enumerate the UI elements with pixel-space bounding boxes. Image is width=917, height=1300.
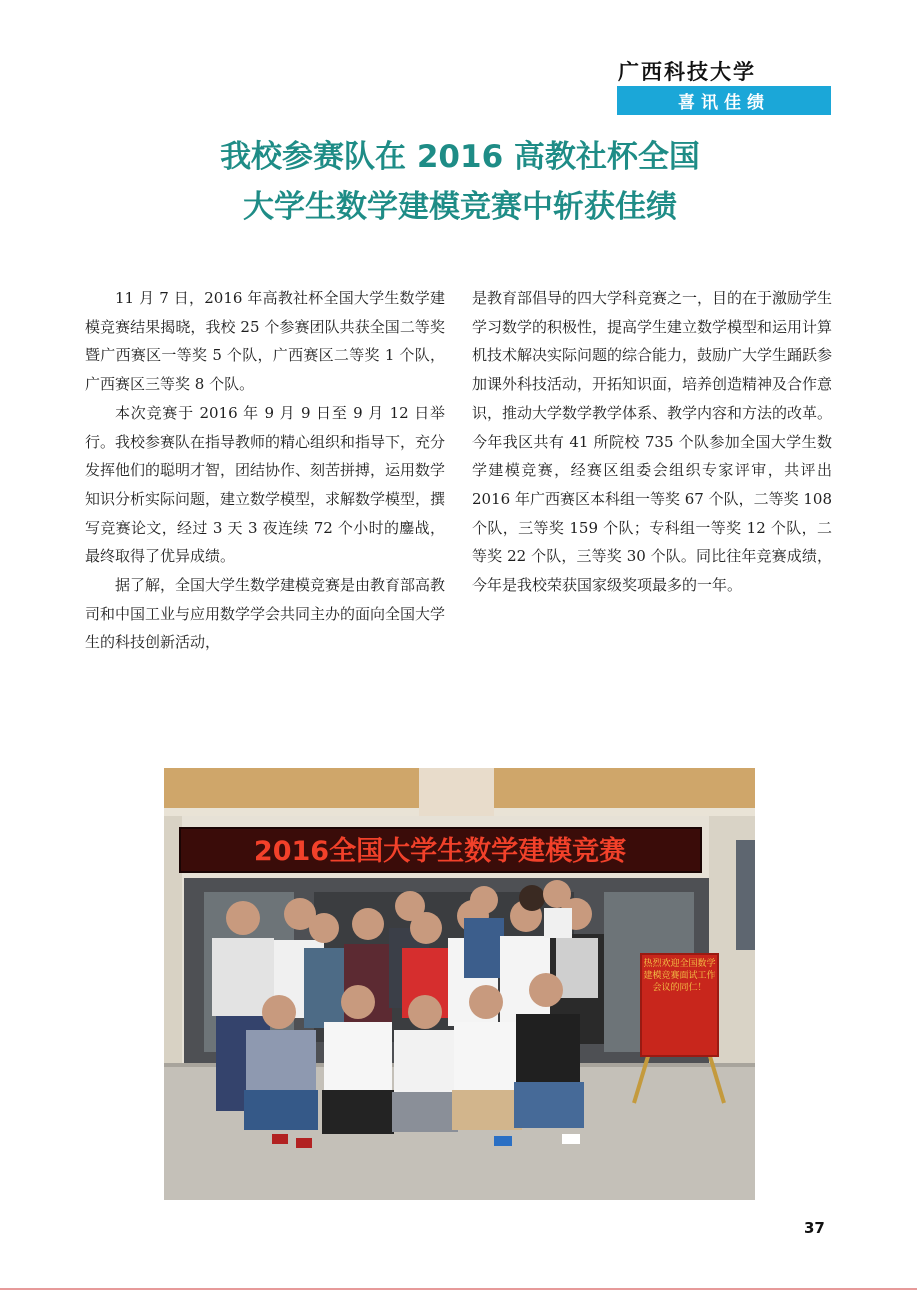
article-title	[150, 132, 770, 232]
section-tag: 喜讯佳绩	[617, 86, 831, 115]
paragraph-3-continued: 是教育部倡导的四大学科竞赛之一，目的在于激励学生学习数学的积极性，提高学生建立数学模型和运用计算机技术解决实际问题的综合能力，鼓励广大学生踊跃参加课外科技活动，开拓知识面，培养创造精神及合作意识，推动大学数学教学体系、教学内容和方法的改革。今年我区共有 41 所院校 735 个队参加全国大学生数学建模竞赛，经赛区组委会组织专家评审，共评出 2016 年广西赛区本科组一等奖 67 个队，二等奖 108 个队，三等奖 159 个队；专科组一等奖 12 个队，二等奖 22 个队，三等奖 30 个队。同比往年竞赛成绩，今年是我校荣获国家级奖项最多的一年。	[472, 289, 833, 595]
page-number: 37	[804, 1219, 825, 1237]
title-line-1: 我校参赛队在 2016 高教社杯全国	[220, 139, 700, 175]
group-photo	[164, 768, 755, 1200]
article-column-left	[85, 284, 445, 657]
article-column-right	[472, 284, 832, 600]
footer-rule	[0, 1288, 917, 1290]
paragraph-1: 11 月 7 日，2016 年高教社杯全国大学生数学建模竞赛结果揭晓，我校 25 个参赛团队共获全国二等奖暨广西赛区一等奖 5 个队，广西赛区二等奖 1 个队，广西赛区三等奖 8 个队。	[85, 289, 445, 394]
led-banner-text: 2016全国大学生数学建模竞赛	[253, 836, 627, 867]
paragraph-3: 据了解，全国大学生数学建模竞赛是由教育部高教司和中国工业与应用数学学会共同主办的面向全国大学生的科技创新活动，	[85, 576, 446, 652]
title-line-2: 大学生数学建模竞赛中斩获佳绩	[243, 189, 677, 225]
school-name: 广西科技大学	[618, 59, 756, 84]
welcome-sign-text: 热烈欢迎全国数学建模竞赛面试工作会议的同仁！	[643, 959, 716, 993]
paragraph-2: 本次竞赛于 2016 年 9 月 9 日至 9 月 12 日举行。我校参赛队在指导教师的精心组织和指导下，充分发挥他们的聪明才智，团结协作、刻苦拼搏，运用数学知识分析实际问题，建立数学模型，求解数学模型，撰写竞赛论文，经过 3 天 3 夜连续 72 个小时的鏖战，最终取得了优异成绩。	[85, 403, 446, 566]
